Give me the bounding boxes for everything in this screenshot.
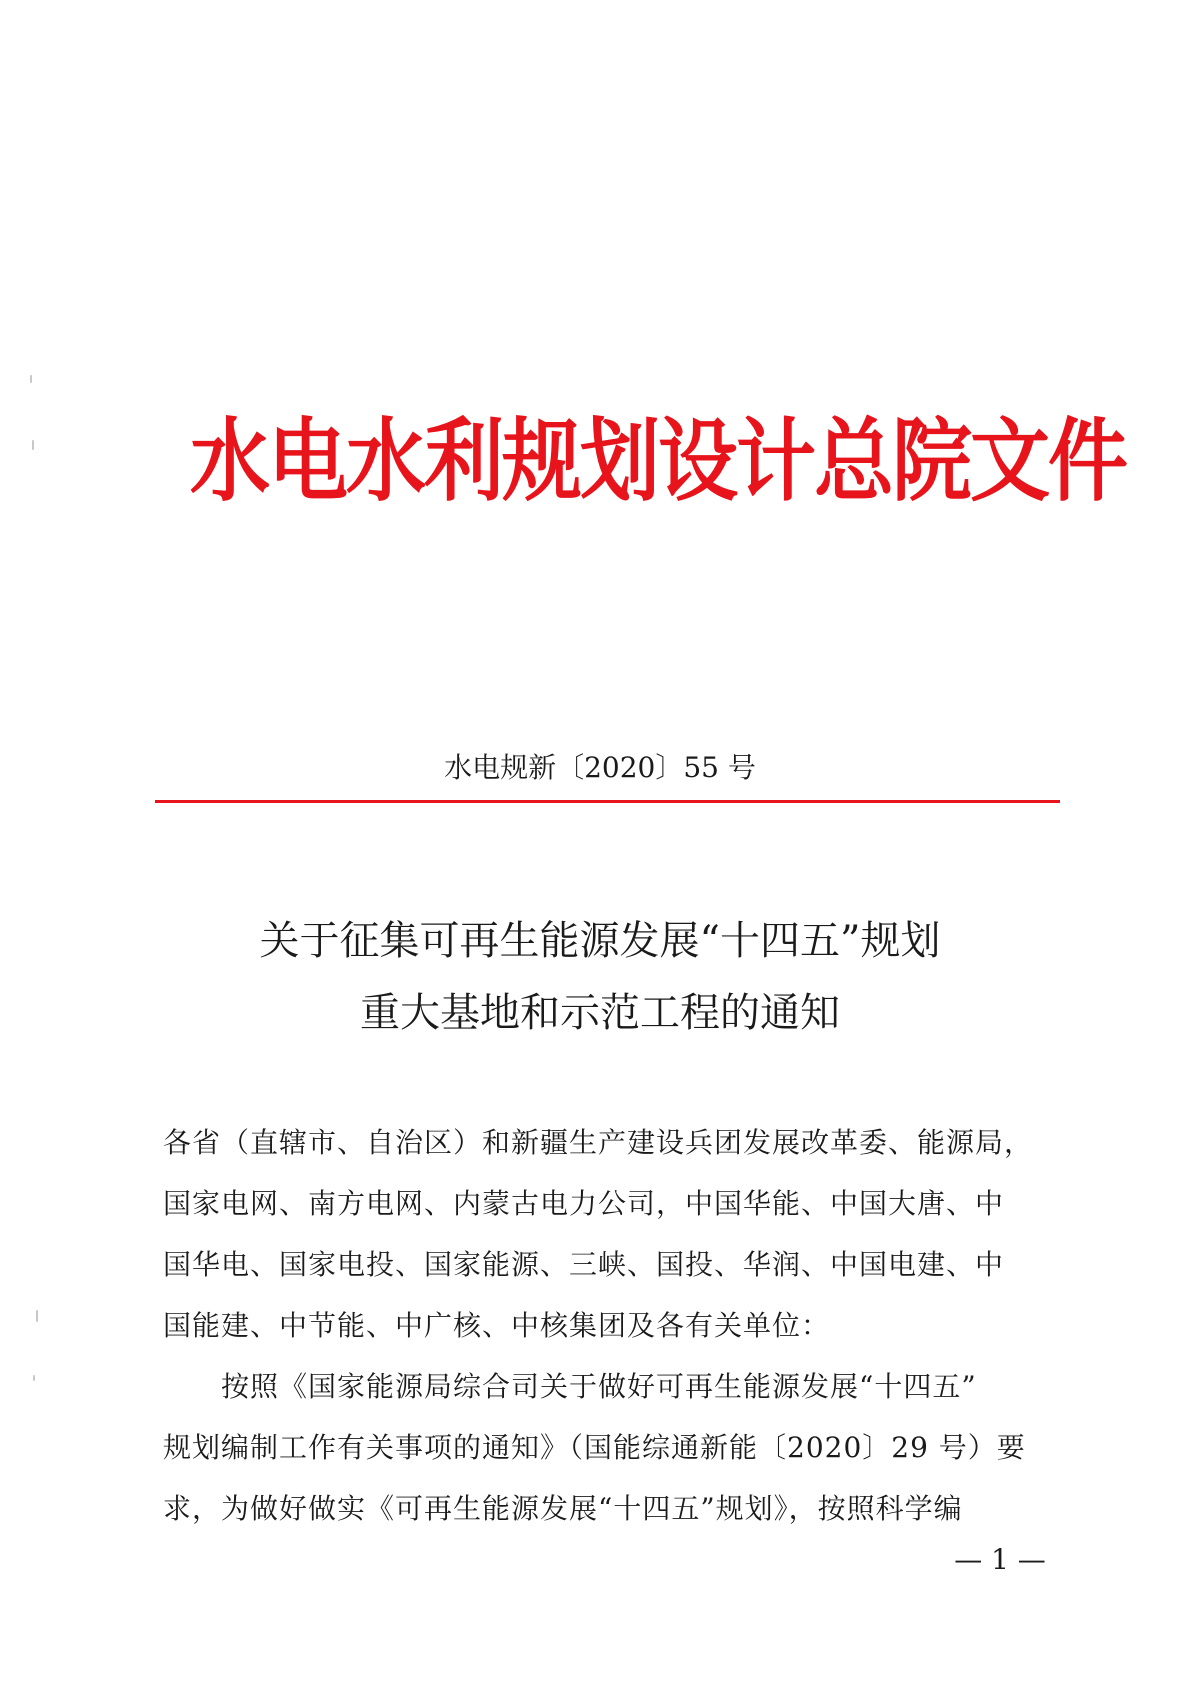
addressee-line: 各省（直辖市、自治区）和新疆生产建设兵团发展改革委、能源局，	[163, 1126, 1034, 1159]
document-number: 水电规新〔2020〕55 号	[444, 751, 756, 784]
addressee-line: 国华电、国家电投、国家能源、三峡、国投、华润、中国电建、中	[163, 1248, 1005, 1281]
scan-speck	[30, 375, 32, 383]
page-number: — 1 —	[954, 1543, 1046, 1576]
scan-speck	[36, 1310, 38, 1322]
notice-body	[163, 1112, 1063, 1539]
notice-title-line-1: 关于征集可再生能源发展“十四五”规划	[259, 918, 941, 964]
addressee-line: 国能建、中节能、中广核、中核集团及各有关单位：	[163, 1309, 831, 1342]
notice-title	[150, 905, 1050, 1049]
red-divider-line	[155, 800, 1060, 803]
paragraph-line: 按照《国家能源局综合司关于做好可再生能源发展“十四五”	[221, 1370, 977, 1403]
paragraph-line: 规划编制工作有关事项的通知》（国能综通新能〔2020〕29 号）要	[163, 1431, 1026, 1464]
scan-speck	[33, 1375, 35, 1381]
letterhead-title: 水电水利规划设计总院文件	[190, 408, 1126, 514]
scan-speck	[32, 440, 34, 450]
paragraph-line: 求，为做好做实《可再生能源发展“十四五”规划》，按照科学编	[163, 1492, 963, 1525]
addressee-line: 国家电网、南方电网、内蒙古电力公司，中国华能、中国大唐、中	[163, 1187, 1005, 1220]
notice-title-line-2: 重大基地和示范工程的通知	[360, 990, 840, 1036]
